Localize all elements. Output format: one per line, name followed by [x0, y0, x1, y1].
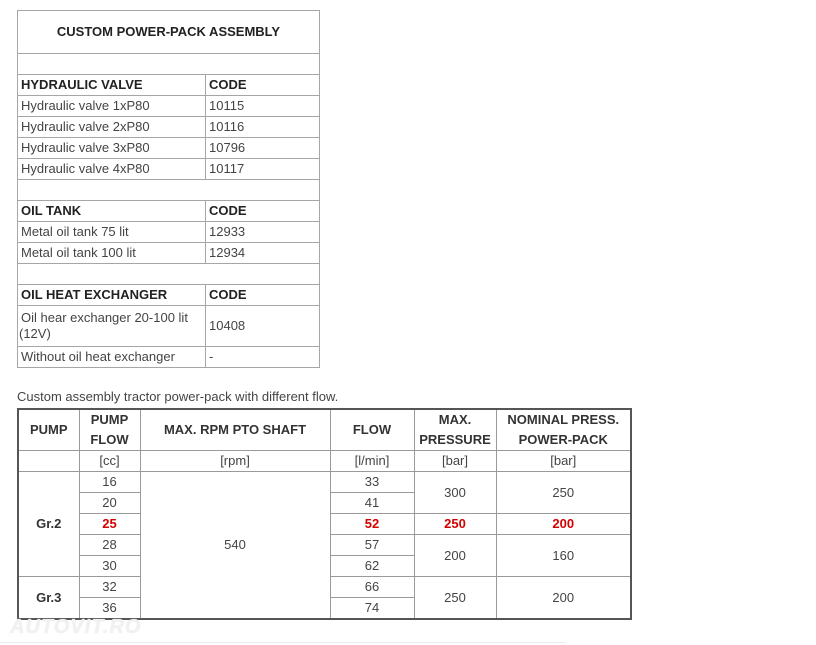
code-header: CODE [206, 201, 320, 222]
pump-header: PUMP [18, 409, 79, 451]
section-header-row [18, 201, 320, 222]
hydraulic-valve-header: HYDRAULIC VALVE [18, 75, 206, 96]
power-pack-flow-table [17, 408, 632, 620]
flow-value: 66 [330, 577, 414, 598]
flow-header: FLOW [330, 409, 414, 451]
flow-value: 62 [330, 556, 414, 577]
item-code: 12934 [206, 243, 320, 264]
pump-flow-value: 16 [79, 472, 140, 493]
table-row [18, 117, 320, 138]
pump-flow-value: 30 [79, 556, 140, 577]
section-header-row [18, 285, 320, 306]
table-row [18, 472, 631, 493]
power-pack-assembly-table [17, 10, 320, 368]
flow-table-caption: Custom assembly tractor power-pack with different flow. [17, 389, 339, 404]
pump-flow-header-line2: FLOW [90, 432, 129, 447]
flow-value: 41 [330, 493, 414, 514]
item-name: Hydraulic valve 2xP80 [18, 117, 206, 138]
table-row [18, 347, 320, 368]
pump-flow-header-line1: PUMP [90, 412, 129, 427]
pump-flow-value: 36 [79, 598, 140, 620]
nominal-press-header-line2: POWER-PACK [518, 432, 608, 447]
pump-group-gr3: Gr.3 [18, 577, 79, 620]
item-name-line1: Oil hear exchanger 20-100 lit [21, 310, 188, 325]
flow-value: 33 [330, 472, 414, 493]
pump-flow-value: 32 [79, 577, 140, 598]
pump-flow-header [79, 409, 140, 451]
spacer-row [18, 54, 320, 75]
max-pressure-value: 250 [414, 514, 496, 535]
units-row [18, 451, 631, 472]
unit-max-pressure: [bar] [414, 451, 496, 472]
item-name: Hydraulic valve 3xP80 [18, 138, 206, 159]
item-name: Hydraulic valve 4xP80 [18, 159, 206, 180]
rpm-value: 540 [140, 472, 330, 620]
max-pressure-value: 200 [414, 535, 496, 577]
table-row [18, 96, 320, 117]
unit-pump-flow: [cc] [79, 451, 140, 472]
max-pressure-header-line1: MAX. [438, 412, 472, 427]
item-code: 10117 [206, 159, 320, 180]
max-pressure-value: 250 [414, 577, 496, 620]
flow-value: 74 [330, 598, 414, 620]
empty-unit-cell [18, 451, 79, 472]
pump-group-gr2: Gr.2 [18, 472, 79, 577]
divider [0, 642, 565, 643]
max-pressure-value: 300 [414, 472, 496, 514]
max-pressure-header [414, 409, 496, 451]
pump-flow-value: 28 [79, 535, 140, 556]
item-code: 10116 [206, 117, 320, 138]
table-row [18, 243, 320, 264]
item-name [18, 306, 206, 347]
item-code: 12933 [206, 222, 320, 243]
spacer-row [18, 264, 320, 285]
header-row [18, 409, 631, 451]
item-code: 10796 [206, 138, 320, 159]
rpm-header: MAX. RPM PTO SHAFT [140, 409, 330, 451]
unit-nominal: [bar] [496, 451, 631, 472]
nominal-press-value: 200 [496, 577, 631, 620]
item-name: Without oil heat exchanger [18, 347, 206, 368]
nominal-press-value: 250 [496, 472, 631, 514]
item-name: Metal oil tank 100 lit [18, 243, 206, 264]
table-row [18, 306, 320, 347]
item-code: 10115 [206, 96, 320, 117]
item-code: 10408 [206, 306, 320, 347]
oil-tank-header: OIL TANK [18, 201, 206, 222]
table-row [18, 222, 320, 243]
item-name: Metal oil tank 75 lit [18, 222, 206, 243]
nominal-press-header [496, 409, 631, 451]
item-name: Hydraulic valve 1xP80 [18, 96, 206, 117]
nominal-press-value: 160 [496, 535, 631, 577]
table-row [18, 138, 320, 159]
item-name-line2: (12V) [19, 326, 51, 341]
section-header-row [18, 75, 320, 96]
code-header: CODE [206, 75, 320, 96]
item-code: - [206, 347, 320, 368]
code-header: CODE [206, 285, 320, 306]
heat-exchanger-header: OIL HEAT EXCHANGER [18, 285, 206, 306]
flow-value: 57 [330, 535, 414, 556]
unit-rpm: [rpm] [140, 451, 330, 472]
table-row [18, 159, 320, 180]
max-pressure-header-line2: PRESSURE [419, 432, 491, 447]
pump-flow-value: 20 [79, 493, 140, 514]
watermark: AUTOVIT.RO [10, 616, 142, 638]
pump-flow-value: 25 [79, 514, 140, 535]
flow-value: 52 [330, 514, 414, 535]
nominal-press-header-line1: NOMINAL PRESS. [507, 412, 620, 427]
nominal-press-value: 200 [496, 514, 631, 535]
spacer-row [18, 180, 320, 201]
assembly-title: CUSTOM POWER-PACK ASSEMBLY [18, 11, 320, 54]
unit-flow: [l/min] [330, 451, 414, 472]
